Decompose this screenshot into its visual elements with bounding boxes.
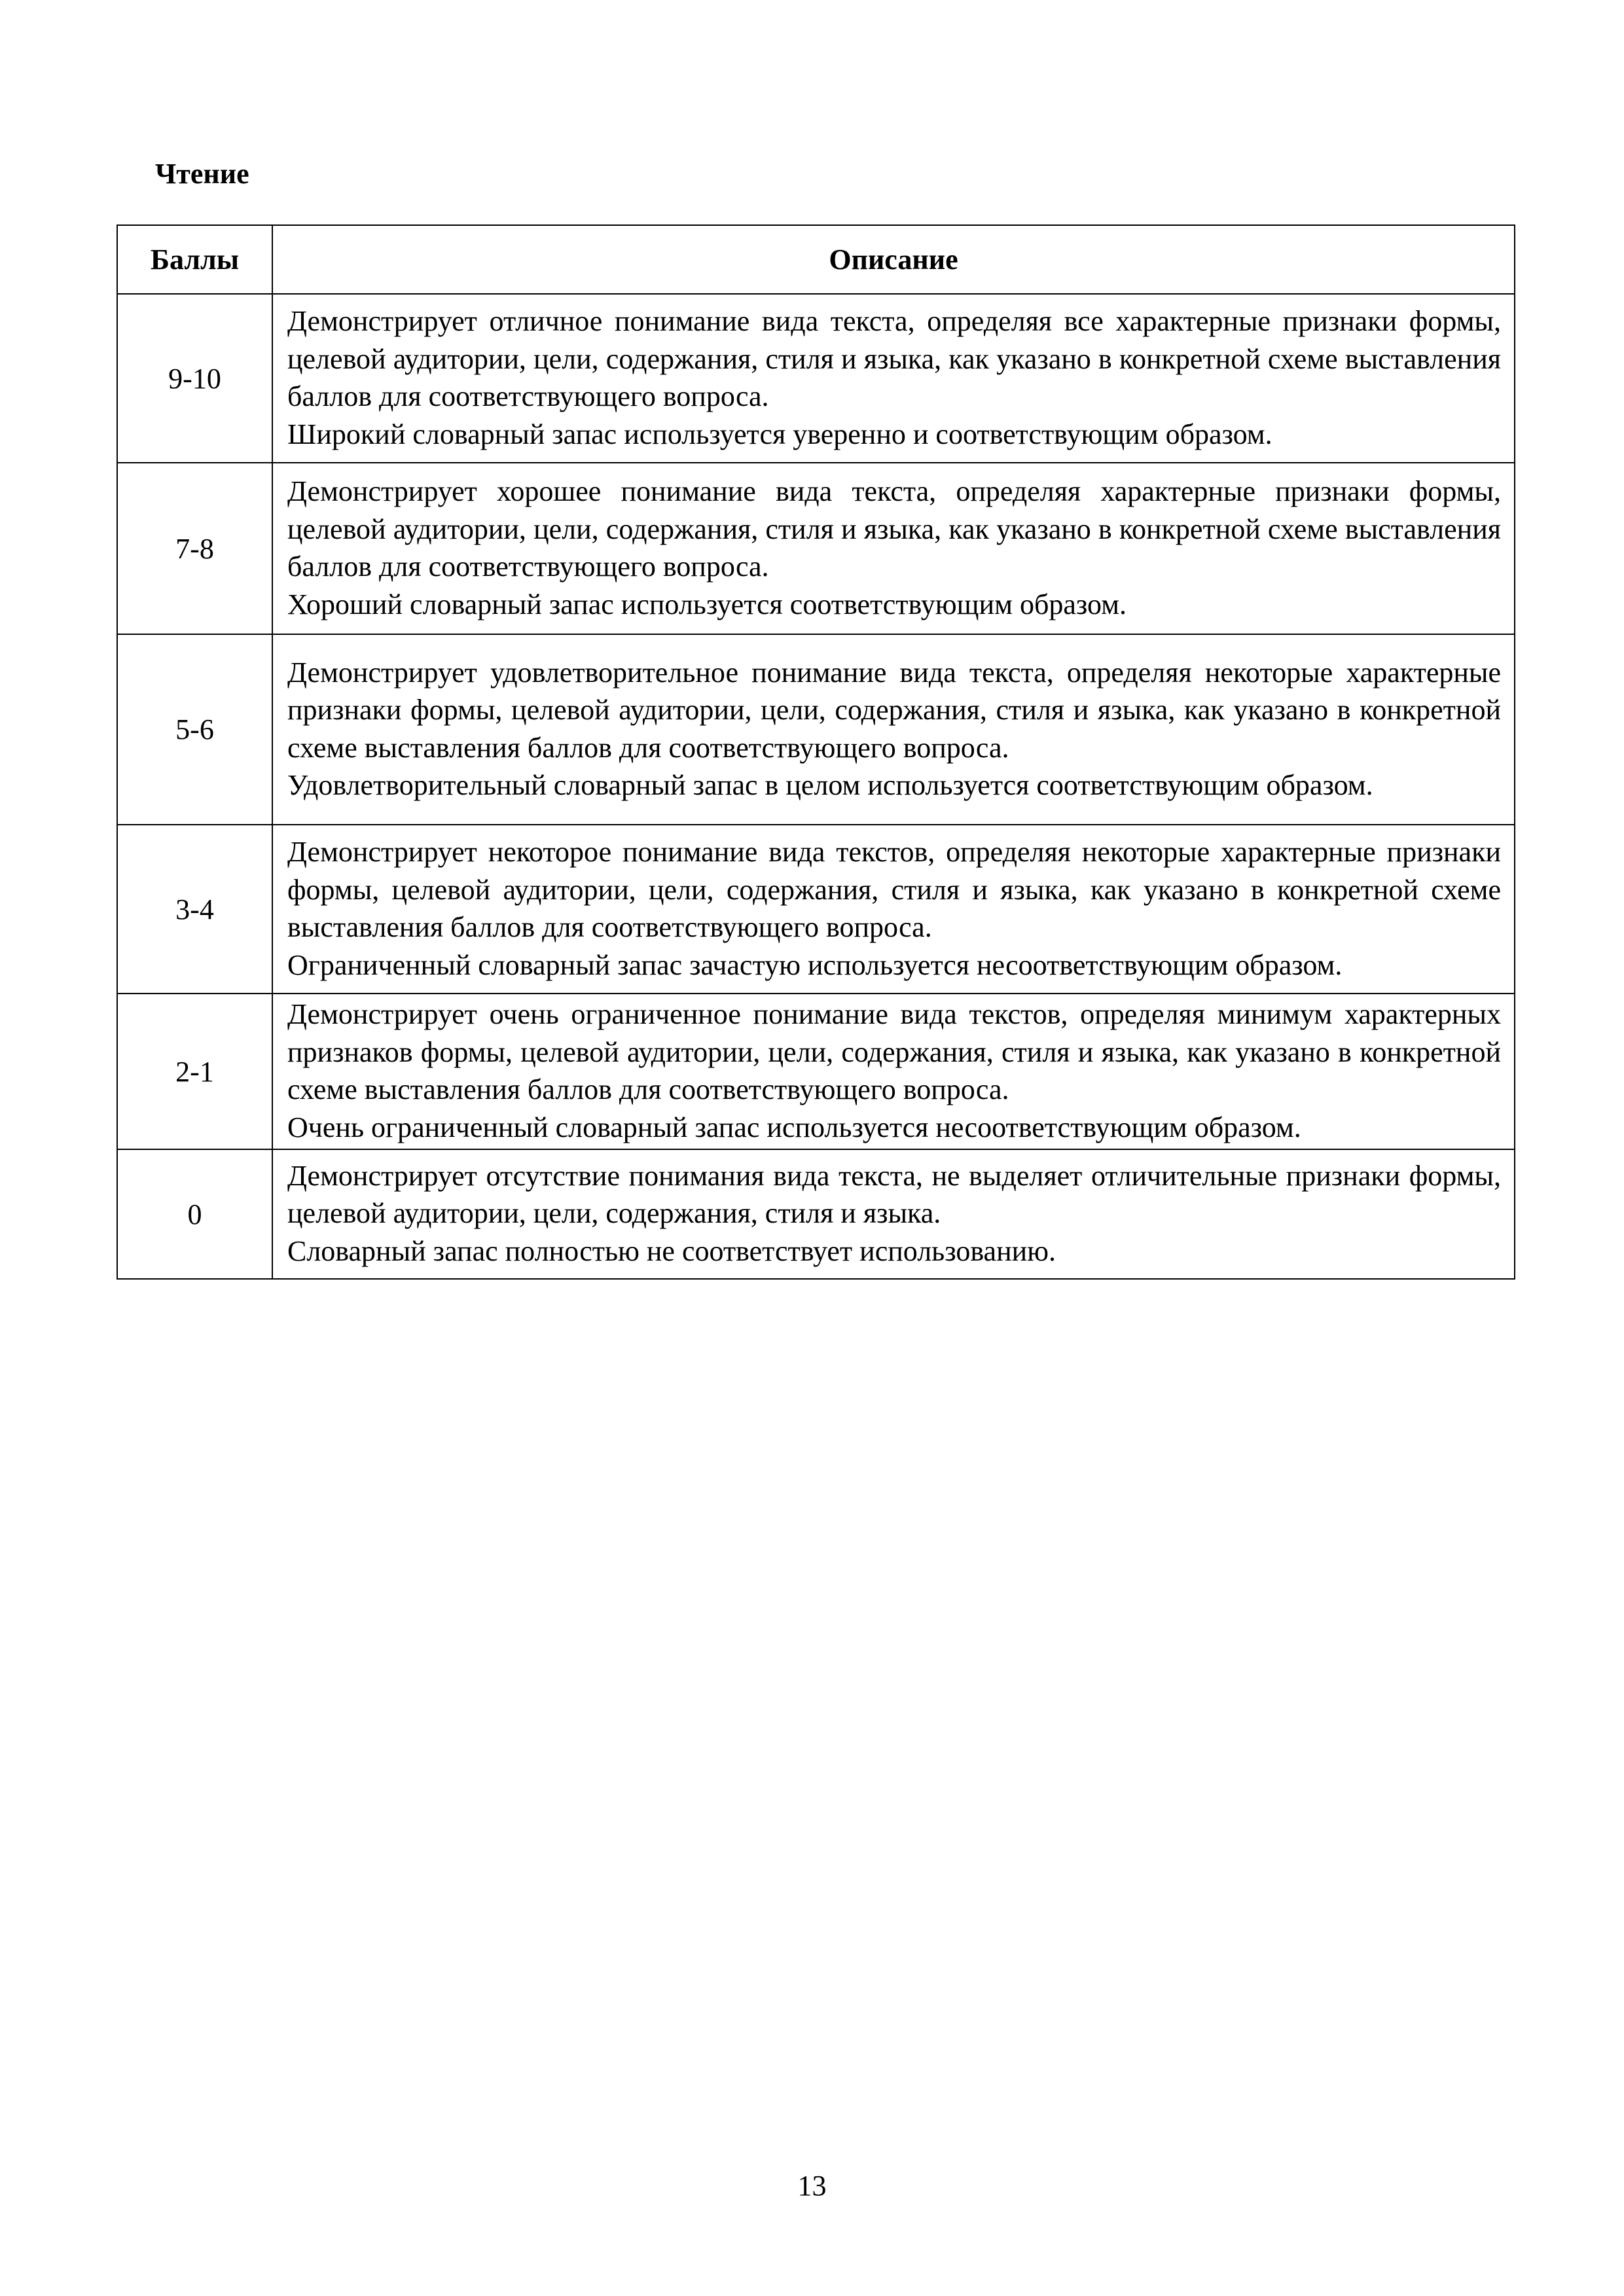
description-column-header: Описание (272, 225, 1515, 294)
vocabulary-text: Очень ограниченный словарный запас используется несоответствующим образом. (287, 1111, 1301, 1143)
description-text: Демонстрирует хорошее понимание вида текста, определяя характерные признаки формы, целевой аудитории, цели, содержания, стиля и языка, как указано в конкретной схеме выставления баллов для соответствующего вопроса. (287, 475, 1501, 583)
description-cell (272, 294, 1515, 463)
vocabulary-text: Удовлетворительный словарный запас в целом используется соответствующим образом. (287, 769, 1373, 801)
description-text: Демонстрирует отсутствие понимания вида текста, не выделяет отличительные признаки формы, целевой аудитории, цели, содержания, стиля и языка. (287, 1159, 1501, 1230)
table-row (117, 463, 1515, 634)
score-cell: 9-10 (117, 294, 272, 463)
page-number: 13 (797, 2170, 827, 2202)
table-header-row (117, 225, 1515, 294)
description-text: Демонстрирует очень ограниченное понимание вида текстов, определяя минимум характерных признаков формы, целевой аудитории, цели, содержания, стиля и языка, как указано в конкретной схеме выставления баллов для соответствующего вопроса. (287, 998, 1501, 1105)
description-cell (272, 463, 1515, 634)
table-row (117, 294, 1515, 463)
score-cell: 2-1 (117, 994, 272, 1149)
description-text: Демонстрирует отличное понимание вида текста, определяя все характерные признаки формы, целевой аудитории, цели, содержания, стиля и языка, как указано в конкретной схеме выставления баллов для соответствующего вопроса. (287, 305, 1501, 412)
description-cell (272, 994, 1515, 1149)
reading-rubric-table (117, 224, 1515, 1280)
description-cell (272, 1149, 1515, 1279)
description-text: Демонстрирует некоторое понимание вида текстов, определяя некоторые характерные признаки формы, целевой аудитории, цели, содержания, стиля и языка, как указано в конкретной схеме выставления баллов для соответствующего вопроса. (287, 836, 1501, 943)
table-row (117, 994, 1515, 1149)
section-title: Чтение (155, 158, 249, 190)
description-text: Демонстрирует удовлетворительное понимание вида текста, определяя некоторые характерные признаки формы, целевой аудитории, цели, содержания, стиля и языка, как указано в конкретной схеме выставления баллов для соответствующего вопроса. (287, 656, 1501, 764)
table-row (117, 634, 1515, 825)
description-cell (272, 825, 1515, 994)
score-column-header: Баллы (117, 225, 272, 294)
table-row (117, 825, 1515, 994)
description-cell (272, 634, 1515, 825)
vocabulary-text: Хороший словарный запас используется соответствующим образом. (287, 588, 1127, 620)
table-row (117, 1149, 1515, 1279)
score-cell: 5-6 (117, 634, 272, 825)
vocabulary-text: Ограниченный словарный запас зачастую используется несоответствующим образом. (287, 948, 1343, 981)
vocabulary-text: Широкий словарный запас используется уверенно и соответствующим образом. (287, 418, 1272, 450)
score-cell: 0 (117, 1149, 272, 1279)
vocabulary-text: Словарный запас полностью не соответствует использованию. (287, 1234, 1056, 1267)
score-cell: 7-8 (117, 463, 272, 634)
score-cell: 3-4 (117, 825, 272, 994)
